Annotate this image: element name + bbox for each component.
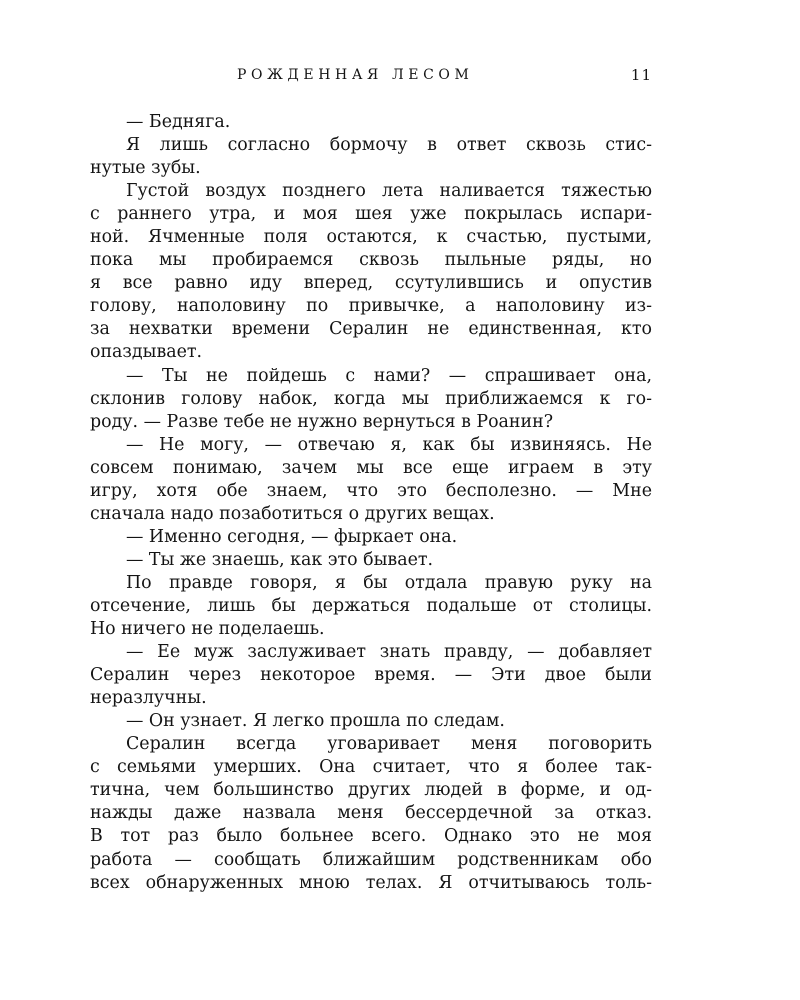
text-line: тична, чем большинство других людей в форме, и од- — [90, 780, 652, 801]
text-line: неразлучны. — [90, 688, 207, 709]
text-line: нутые зубы. — [90, 158, 201, 179]
text-line: — Ты не пойдешь с нами? — спрашивает она, — [126, 365, 652, 386]
text-line: с раннего утра, и моя шея уже покрылась испари- — [90, 204, 652, 225]
text-line: — Не могу, — отвечаю я, как бы извиняясь. Не — [126, 434, 652, 455]
text-line: — Ее муж заслуживает знать правду, — добавляет — [126, 642, 652, 663]
text-line: — Бедняга. — [126, 112, 231, 132]
text-line: отсечение, лишь бы держаться подальше от столицы. — [90, 595, 652, 616]
text-line: всех обнаруженных мною телах. Я отчитываюсь толь- — [90, 872, 652, 893]
page-number: 11 — [630, 66, 652, 84]
text-line: Я лишь согласно бормочу в ответ сквозь стис- — [126, 135, 652, 156]
text-line: голову, наполовину по привычке, а наполовину из- — [90, 296, 652, 317]
text-line: опаздывает. — [90, 342, 203, 363]
text-line: Густой воздух позднего лета наливается тяжестью — [126, 181, 652, 202]
text-line: совсем понимаю, зачем мы все еще играем в эту — [90, 457, 652, 478]
text-line: сначала надо позаботиться о других вещах. — [90, 503, 495, 524]
text-line: ной. Ячменные поля остаются, к счастью, пустыми, — [90, 227, 652, 248]
text-line: — Ты же знаешь, как это бывает. — [126, 549, 434, 570]
text-line: — Именно сегодня, — фыркает она. — [126, 526, 458, 547]
text-line: склонив голову набок, когда мы приближаемся к го- — [90, 388, 652, 409]
text-line: нажды даже назвала меня бессердечной за отказ. — [90, 803, 652, 824]
text-line: за нехватки времени Сералин не единственная, кто — [90, 319, 652, 340]
text-line: работа — сообщать ближайшим родственникам обо — [90, 849, 652, 870]
text-line: — Он узнает. Я легко прошла по следам. — [126, 711, 505, 732]
text-line: игру, хотя обе знаем, что это бесполезно. — Мне — [90, 480, 652, 501]
running-title: РОЖДЕННАЯ ЛЕСОМ — [237, 67, 474, 83]
text-line: В тот раз было больнее всего. Однако это не моя — [90, 826, 652, 847]
body-text — [90, 111, 652, 895]
text-line: пока мы пробираемся сквозь пыльные ряды, но — [90, 250, 652, 271]
text-line: Но ничего не поделаешь. — [90, 619, 325, 640]
text-line: По правде говоря, я бы отдала правую руку на — [126, 572, 652, 593]
text-line: роду. — Разве тебе не нужно вернуться в Роанин? — [90, 411, 554, 432]
text-line: Сералин всегда уговаривает меня поговорить — [126, 734, 652, 755]
text-line: я все равно иду вперед, ссутулившись и опустив — [90, 273, 652, 294]
text-line: с семьями умерших. Она считает, что я более так- — [90, 757, 652, 778]
text-line: Сералин через некоторое время. — Эти двое были — [90, 665, 652, 686]
